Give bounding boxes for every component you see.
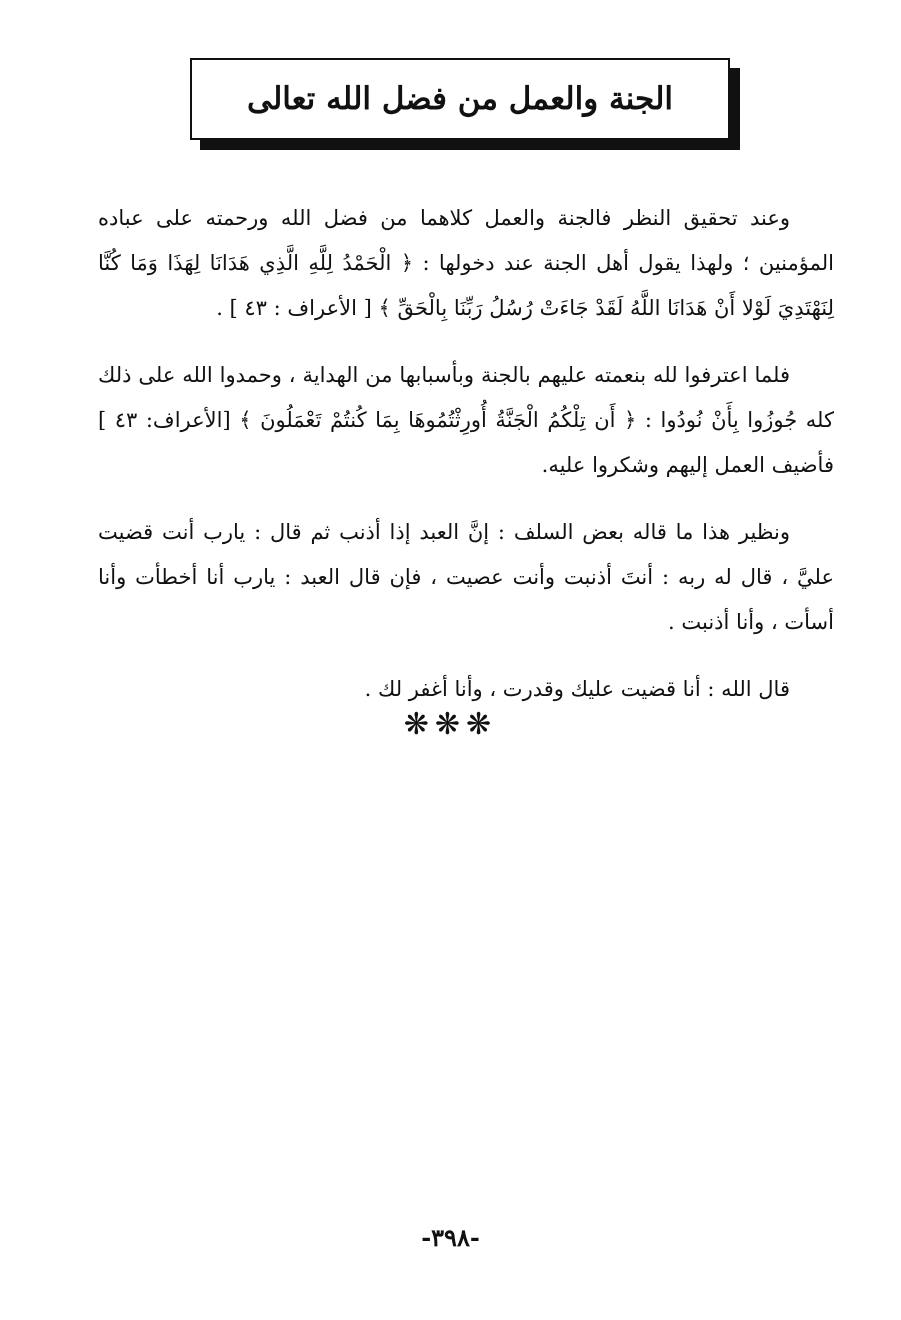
paragraph-1-text: وعند تحقيق النظر فالجنة والعمل كلاهما من فضل الله ورحمته على عباده المؤمنين ؛ ولهذا يقول أهل الجنة عند دخولها : ﴿ الْحَمْدُ لِلَّهِ الَّذِي هَدَانَا لِهَذَا وَمَا كُنَّا لِنَهْتَدِيَ لَوْلا أَنْ هَدَانَا اللَّهُ لَقَدْ جَاءَتْ رُسُلُ رَبِّنَا بِالْحَقِّ ﴾ — [98, 206, 834, 320]
chapter-title-box — [190, 58, 730, 140]
main-text — [98, 196, 834, 734]
paragraph-2-text: فلما اعترفوا لله بنعمته عليهم بالجنة وبأسبابها من الهداية ، وحمدوا الله على ذلك كله جُوزُوا بِأَنْ نُودُوا : ﴿ أَن تِلْكُمُ الْجَنَّةُ أُورِثْتُمُوهَا بِمَا كُنتُمْ تَعْمَلُونَ ﴾ — [98, 363, 834, 432]
paragraph-3 — [98, 510, 834, 645]
paragraph-2-reference: [الأعراف: ٤٣ ] فأضيف العمل إليهم وشكروا عليه. — [98, 408, 834, 477]
section-separator: ❋❋❋ — [403, 707, 498, 742]
page-number: -٣٩٨- — [421, 1223, 480, 1252]
chapter-title: الجنة والعمل من فضل الله تعالى — [246, 81, 674, 117]
paragraph-4-text: قال الله : أنا قضيت عليك وقدرت ، وأنا أغفر لك . — [364, 677, 790, 701]
paragraph-1 — [98, 196, 834, 331]
paragraph-3-text: ونظير هذا ما قاله بعض السلف : إنَّ العبد إذا أذنب ثم قال : يارب أنت قضيت عليَّ ، قال له ربه : أنتَ أذنبت وأنت عصيت ، فإن قال العبد : يارب أنا أخطأت وأنا أسأت ، وأنا أذنبت . — [98, 520, 834, 634]
paragraph-2 — [98, 353, 834, 488]
paragraph-1-reference: [ الأعراف : ٤٣ ] . — [216, 296, 372, 320]
